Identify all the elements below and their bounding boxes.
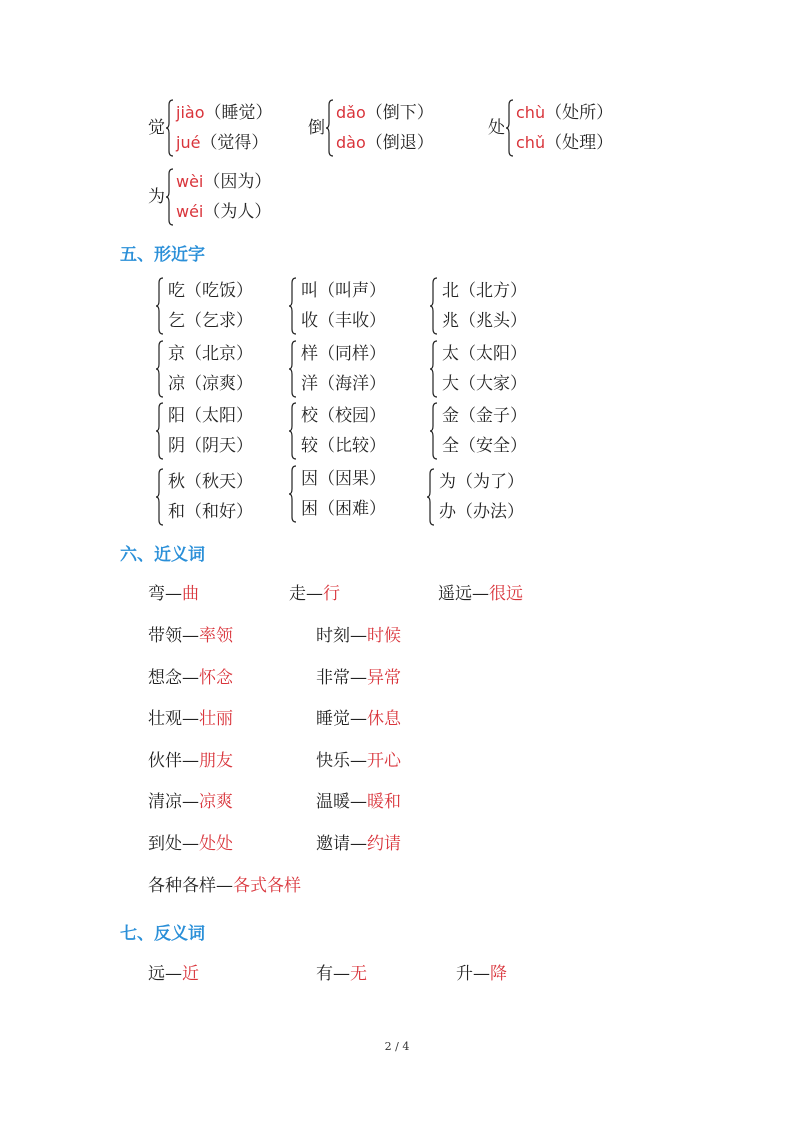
brace-icon — [427, 468, 435, 526]
pair-line: 办（办法） — [439, 502, 524, 522]
multi-reading-char: 处 — [488, 118, 505, 138]
page-number: 2 / 4 — [384, 1040, 410, 1053]
pair-line: 因（因果） — [301, 469, 386, 489]
word: 温暖— — [316, 792, 367, 812]
answer: 降 — [490, 964, 507, 984]
answer: 异常 — [367, 668, 401, 688]
brace-icon — [166, 99, 174, 157]
answer: 约请 — [367, 834, 401, 854]
reading-word: （处理） — [545, 133, 614, 153]
antonym-item — [148, 962, 199, 986]
pair-line: 困（困难） — [301, 499, 386, 519]
pair-line: 叫（叫声） — [301, 281, 386, 301]
synonym-item — [316, 666, 401, 690]
answer: 暖和 — [367, 792, 401, 812]
pinyin: chǔ — [516, 133, 546, 152]
brace-icon — [430, 402, 438, 460]
pair-line: 秋（秋天） — [168, 472, 253, 492]
section-title: 五、形近字 — [120, 245, 205, 265]
answer: 无 — [350, 964, 367, 984]
word: 睡觉— — [316, 709, 367, 729]
answer: 率领 — [199, 626, 233, 646]
answer: 怀念 — [199, 668, 233, 688]
pair-line: 和（和好） — [168, 502, 253, 522]
word: 时刻— — [316, 626, 367, 646]
synonym-item — [438, 582, 523, 606]
word: 壮观— — [148, 709, 199, 729]
word: 走— — [289, 584, 323, 604]
pair-line: 太（太阳） — [442, 344, 527, 364]
pinyin: jiào — [176, 103, 205, 122]
word: 有— — [316, 964, 350, 984]
brace-icon — [289, 277, 297, 335]
reading-word: （为人） — [203, 202, 272, 222]
answer: 壮丽 — [199, 709, 233, 729]
answer: 曲 — [182, 584, 199, 604]
pair-line: 吃（吃饭） — [168, 281, 253, 301]
pair-line: 兆（兆头） — [442, 311, 527, 331]
answer: 很远 — [489, 584, 523, 604]
pair-line: 全（安全） — [442, 436, 527, 456]
brace-icon — [156, 277, 164, 335]
answer: 开心 — [367, 751, 401, 771]
pair-line: 北（北方） — [442, 281, 527, 301]
pair-line: 为（为了） — [439, 472, 524, 492]
pair-line: 校（校园） — [301, 406, 386, 426]
reading-line — [336, 128, 434, 158]
reading-word: （倒下） — [365, 103, 434, 123]
pinyin: chù — [516, 103, 546, 122]
pinyin: wéi — [176, 202, 204, 221]
pair-line: 较（比较） — [301, 436, 386, 456]
reading-line — [176, 98, 272, 128]
reading-word: （睡觉） — [204, 103, 273, 123]
brace-icon — [289, 340, 297, 398]
antonym-item — [456, 962, 507, 986]
answer: 休息 — [367, 709, 401, 729]
pinyin: jué — [176, 133, 201, 152]
synonym-item — [148, 832, 233, 856]
brace-icon — [506, 99, 514, 157]
word: 快乐— — [316, 751, 367, 771]
answer: 时候 — [367, 626, 401, 646]
synonym-item — [148, 790, 233, 814]
pair-line: 收（丰收） — [301, 311, 386, 331]
pair-line: 大（大家） — [442, 374, 527, 394]
word: 到处— — [148, 834, 199, 854]
synonym-item — [148, 749, 233, 773]
brace-icon — [156, 468, 164, 526]
pair-line: 样（同样） — [301, 344, 386, 364]
reading-word: （因为） — [203, 172, 272, 192]
word: 各种各样— — [148, 876, 233, 896]
answer: 朋友 — [199, 751, 233, 771]
pinyin: dào — [336, 133, 366, 152]
brace-icon — [289, 465, 297, 523]
answer: 行 — [323, 584, 340, 604]
word: 弯— — [148, 584, 182, 604]
brace-icon — [166, 168, 174, 226]
word: 伙伴— — [148, 751, 199, 771]
answer: 近 — [182, 964, 199, 984]
synonym-item — [316, 790, 401, 814]
synonym-item — [289, 582, 340, 606]
pair-line: 乞（乞求） — [168, 311, 253, 331]
brace-icon — [326, 99, 334, 157]
brace-icon — [156, 340, 164, 398]
word: 带领— — [148, 626, 199, 646]
pair-line: 金（金子） — [442, 406, 527, 426]
multi-reading-char: 觉 — [148, 118, 165, 138]
reading-line — [176, 167, 271, 197]
synonym-item — [148, 707, 233, 731]
pair-line: 洋（海洋） — [301, 374, 386, 394]
reading-line — [176, 197, 271, 227]
word: 远— — [148, 964, 182, 984]
reading-line — [516, 98, 613, 128]
pair-line: 京（北京） — [168, 344, 253, 364]
word: 遥远— — [438, 584, 489, 604]
word: 升— — [456, 964, 490, 984]
reading-line — [336, 98, 434, 128]
synonym-item — [316, 624, 401, 648]
multi-reading-char: 为 — [148, 187, 165, 207]
pinyin: wèi — [176, 172, 204, 191]
synonym-item — [148, 624, 233, 648]
reading-word: （觉得） — [200, 133, 269, 153]
section-title: 六、近义词 — [120, 545, 205, 565]
pair-line: 阳（太阳） — [168, 406, 253, 426]
reading-line — [516, 128, 613, 158]
pinyin: dǎo — [336, 103, 366, 122]
synonym-item — [148, 874, 301, 898]
pair-line: 阴（阴天） — [168, 436, 253, 456]
antonym-item — [316, 962, 367, 986]
multi-reading-char: 倒 — [308, 118, 325, 138]
synonym-item — [316, 707, 401, 731]
section-title: 七、反义词 — [120, 924, 205, 944]
brace-icon — [430, 340, 438, 398]
answer: 凉爽 — [199, 792, 233, 812]
answer: 各式各样 — [233, 876, 301, 896]
brace-icon — [156, 402, 164, 460]
brace-icon — [289, 402, 297, 460]
word: 邀请— — [316, 834, 367, 854]
synonym-item — [316, 749, 401, 773]
word: 想念— — [148, 668, 199, 688]
synonym-item — [316, 832, 401, 856]
pair-line: 凉（凉爽） — [168, 374, 253, 394]
reading-word: （倒退） — [365, 133, 434, 153]
word: 清凉— — [148, 792, 199, 812]
brace-icon — [430, 277, 438, 335]
word: 非常— — [316, 668, 367, 688]
reading-line — [176, 128, 268, 158]
synonym-item — [148, 582, 199, 606]
synonym-item — [148, 666, 233, 690]
answer: 处处 — [199, 834, 233, 854]
reading-word: （处所） — [545, 103, 614, 123]
